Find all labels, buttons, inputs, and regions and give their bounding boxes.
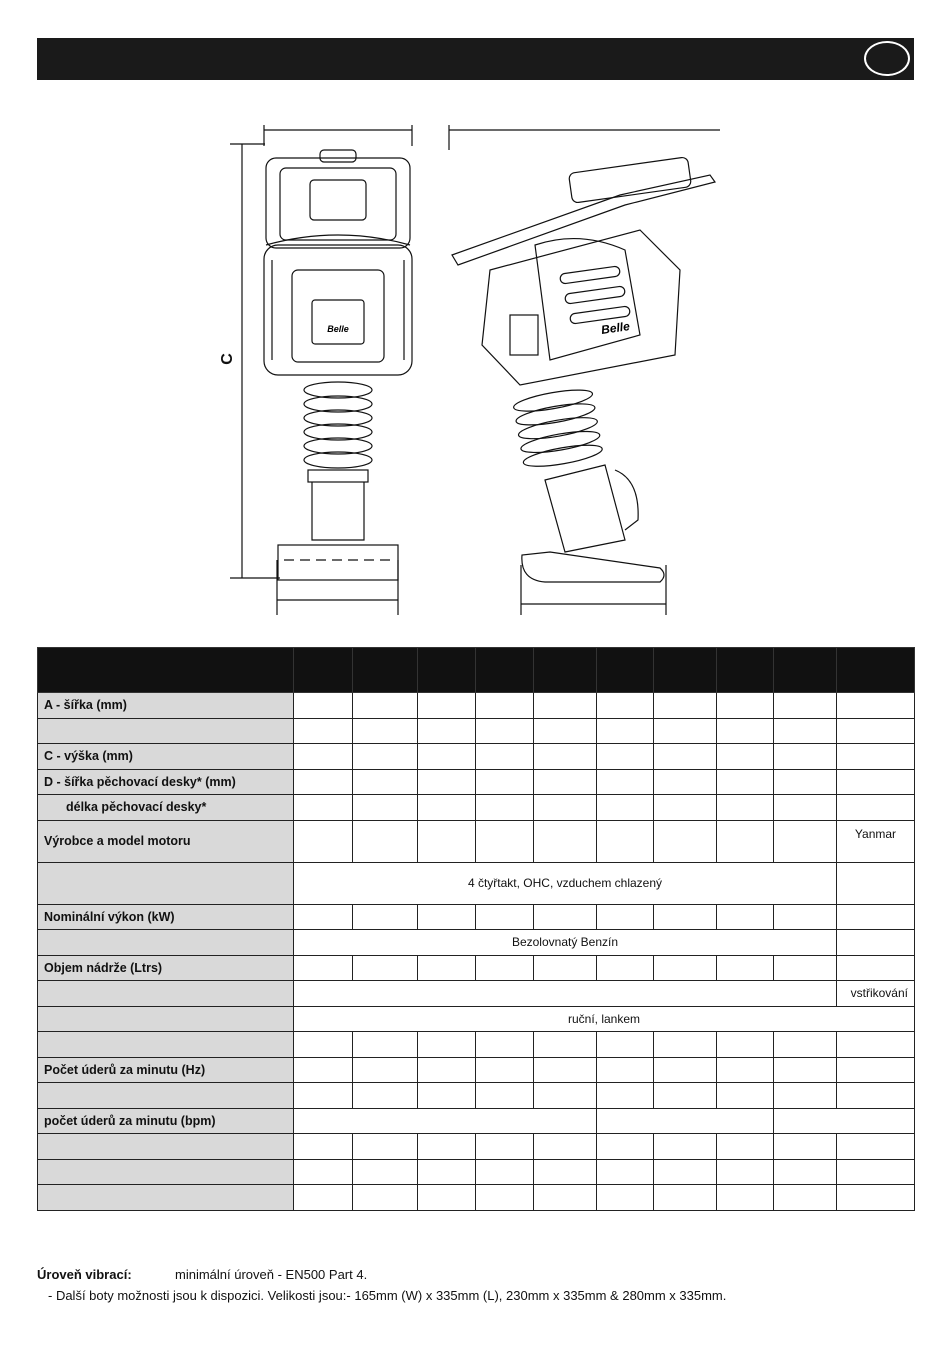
row-label — [38, 1006, 294, 1032]
row-label: C - výška (mm) — [38, 744, 294, 770]
table-row — [38, 693, 915, 719]
table-row — [38, 904, 915, 930]
row-label: Objem nádrže (Ltrs) — [38, 955, 294, 981]
row-label: D - šířka pěchovací desky* (mm) — [38, 769, 294, 795]
vibration-note — [37, 1267, 368, 1282]
header-bar — [37, 38, 914, 80]
row-label — [38, 1083, 294, 1109]
table-row — [38, 1057, 915, 1083]
table-row — [38, 1159, 915, 1185]
row-label — [38, 1134, 294, 1160]
injection-value: vstřikování — [837, 981, 915, 1007]
dimension-c-label: C — [218, 353, 236, 365]
row-label — [38, 981, 294, 1007]
engine-type-value: 4 čtyřtakt, OHC, vzduchem chlazený — [294, 862, 837, 904]
table-row — [38, 744, 915, 770]
table-row — [38, 820, 915, 862]
table-row — [38, 1108, 915, 1134]
rammer-drawing — [220, 120, 720, 620]
row-label — [38, 1159, 294, 1185]
starting-value: ruční, lankem — [294, 1006, 915, 1032]
specifications-table — [37, 647, 915, 1211]
row-label: délka pěchovací desky* — [38, 795, 294, 821]
row-label — [38, 718, 294, 744]
table-row — [38, 1032, 915, 1058]
table-row — [38, 862, 915, 904]
row-label — [38, 1185, 294, 1211]
shoe-options-note: - Další boty možnosti jsou k dispozici. Velikosti jsou:- 165mm (W) x 335mm (L), 230mm x 335mm & 280mm x 335mm. — [48, 1288, 727, 1303]
fuel-type-value: Bezolovnatý Benzín — [294, 930, 837, 956]
language-badge — [864, 41, 910, 76]
table-row — [38, 955, 915, 981]
table-row — [38, 1134, 915, 1160]
row-label — [38, 1032, 294, 1058]
brand-front: Belle — [327, 324, 349, 334]
row-label: A - šířka (mm) — [38, 693, 294, 719]
vibration-value: minimální úroveň - EN500 Part 4. — [175, 1267, 368, 1282]
row-label: Počet úderů za minutu (Hz) — [38, 1057, 294, 1083]
table-row — [38, 930, 915, 956]
engine-maker-value: Yanmar — [837, 820, 915, 862]
table-row — [38, 1006, 915, 1032]
table-header-row — [38, 648, 915, 693]
rammer-drawing-svg — [220, 120, 720, 620]
table-row — [38, 795, 915, 821]
brand-side: Belle — [600, 319, 631, 337]
table-row — [38, 981, 915, 1007]
table-row — [38, 1083, 915, 1109]
row-label — [38, 930, 294, 956]
row-label: Výrobce a model motoru — [38, 820, 294, 862]
row-label: počet úderů za minutu (bpm) — [38, 1108, 294, 1134]
table-row — [38, 769, 915, 795]
vibration-label: Úroveň vibrací: — [37, 1267, 132, 1282]
table-row — [38, 718, 915, 744]
row-label — [38, 862, 294, 904]
row-label: Nominální výkon (kW) — [38, 904, 294, 930]
table-row — [38, 1185, 915, 1211]
